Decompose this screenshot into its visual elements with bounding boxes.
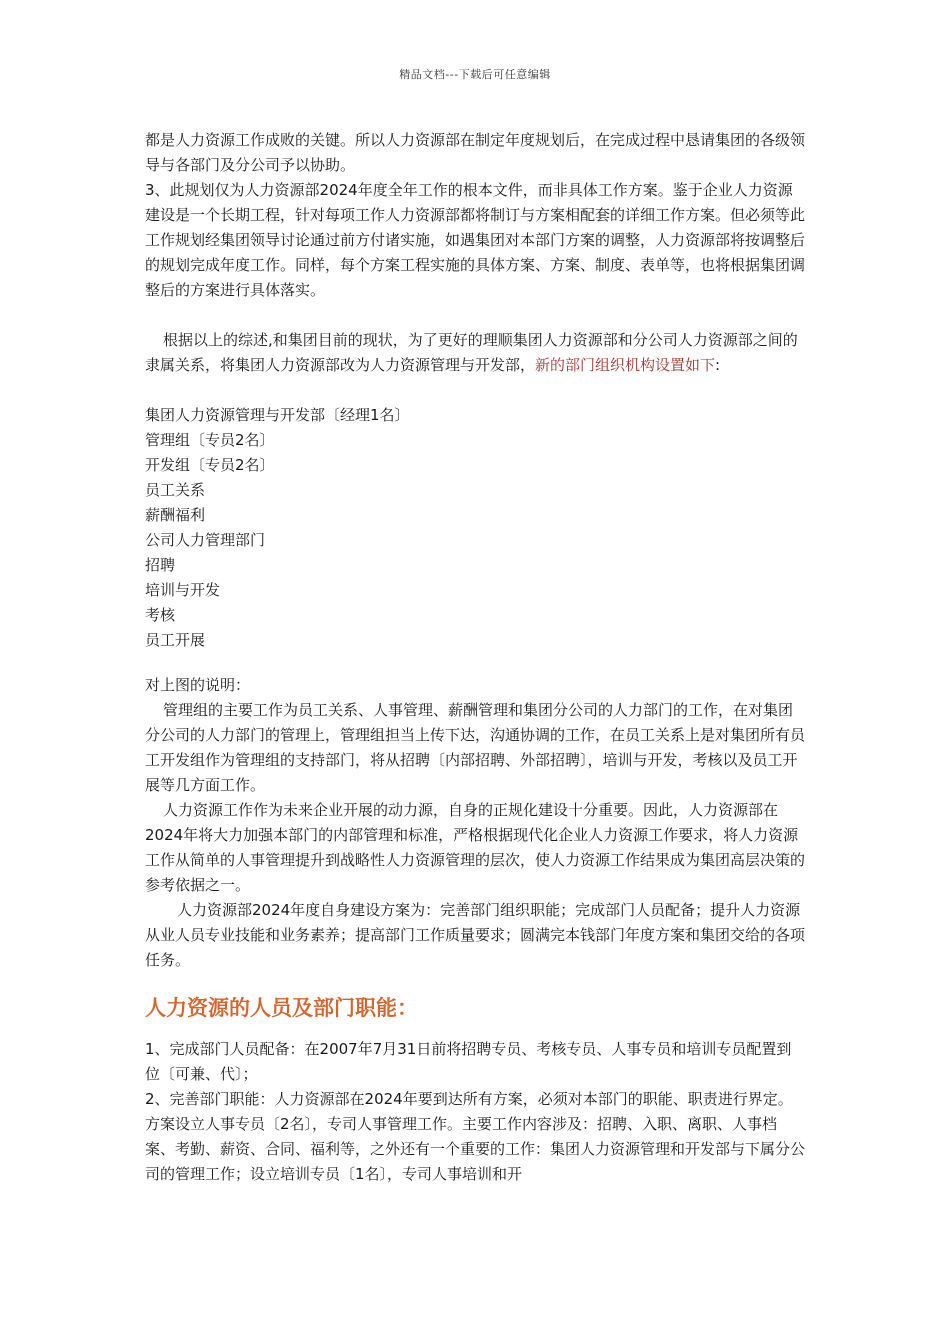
org-item: 开发组〔专员2名〕	[145, 456, 275, 474]
section-heading: 人力资源的人员及部门职能：	[145, 996, 418, 1020]
reorg-text: 根据以上的综述,和集团目前的现状，为了更好的理顺集团人力资源部和分公司人力资源部之间的隶属关系，将集团人力资源部改为人力资源管理与开发部，	[145, 331, 798, 374]
document-body	[145, 128, 805, 1187]
explanation-paragraph-2: 人力资源工作作为未来企业开展的动力源，自身的正规化建设十分重要。因此，人力资源部在2024年将大力加强本部门的内部管理和标准，严格根据现代化企业人力资源工作要求，将人力资源工作从简单的人事管理提升到战略性人力资源管理的层次，使人力资源工作结果成为集团高层决策的参考依据之一。	[145, 801, 806, 894]
reorg-highlight: 新的部门组织机构设置如下	[535, 356, 716, 374]
page-header: 精品文档---下载后可任意编辑	[399, 68, 551, 81]
paragraph-reorg	[145, 328, 805, 378]
org-item: 招聘	[145, 556, 176, 574]
org-item: 培训与开发	[145, 581, 221, 599]
org-item: 薪酬福利	[145, 506, 206, 524]
org-item: 考核	[145, 606, 176, 624]
explanation-paragraph-1: 管理组的主要工作为员工关系、人事管理、薪酬管理和集团分公司的人力部门的工作，在对集团分公司的人力部门的管理上，管理组担当上传下达，沟通协调的工作，在员工关系上是对集团所有员工开发组作为管理组的支持部门，将从招聘〔内部招聘、外部招聘〕，培训与开发，考核以及员工开展等几方面工作。	[145, 701, 806, 794]
paragraph-top-1: 都是人力资源工作成败的关键。所以人力资源部在制定年度规划后，在完成过程中恳请集团的各级领导与各部门及分公司予以协助。	[145, 131, 806, 174]
org-structure-list	[145, 403, 805, 653]
reorg-colon: :	[715, 356, 721, 374]
list-item-2: 2、完善部门职能：人力资源部在2024年要到达所有方案，必须对本部门的职能、职责进行界定。方案设立人事专员〔2名〕，专司人事管理工作。主要工作内容涉及：招聘、入职、离职、人事档案、考勤、薪资、合同、福利等，之外还有一个重要的工作：集团人力资源管理和开发部与下属分公司的管理工作；设立培训专员〔1名〕，专司人事培训和开	[145, 1090, 806, 1183]
org-item: 员工关系	[145, 481, 206, 499]
org-item: 集团人力资源管理与开发部〔经理1名〕	[145, 406, 410, 424]
org-item: 公司人力管理部门	[145, 531, 266, 549]
org-item: 管理组〔专员2名〕	[145, 431, 275, 449]
explanation-paragraph-3: 人力资源部2024年度自身建设方案为：完善部门组织职能；完成部门人员配备；提升人力资源从业人员专业技能和业务素养；提高部门工作质量要求；圆满完本钱部门年度方案和集团交给的各项任务。	[145, 901, 806, 969]
org-item: 员工开展	[145, 631, 206, 649]
explanation-title: 对上图的说明：	[145, 676, 251, 694]
paragraph-top-2: 3、此规划仅为人力资源部2024年度全年工作的根本文件，而非具体工作方案。鉴于企业人力资源建设是一个长期工程，针对每项工作人力资源部都将制订与方案相配套的详细工作方案。但必须等此工作规划经集团领导讨论通过前方付诸实施，如遇集团对本部门方案的调整，人力资源部将按调整后的规划完成年度工作。同样，每个方案工程实施的具体方案、方案、制度、表单等，也将根据集团调整后的方案进行具体落实。	[145, 181, 806, 299]
list-item-1: 1、完成部门人员配备：在2007年7月31日前将招聘专员、考核专员、人事专员和培训专员配置到位〔可兼、代〕；	[145, 1040, 792, 1083]
